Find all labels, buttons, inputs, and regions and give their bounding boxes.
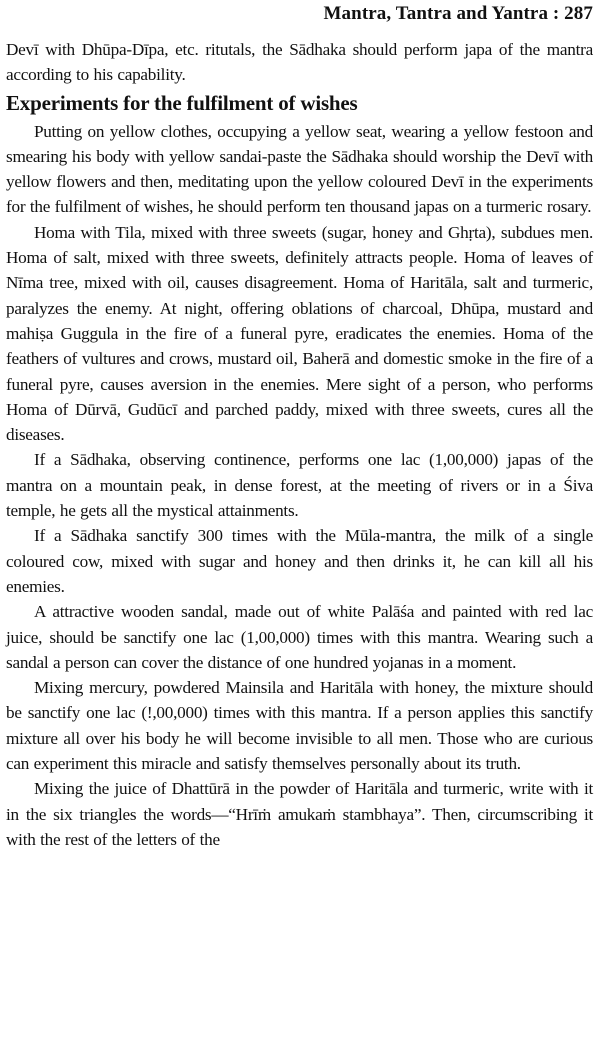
paragraph: Putting on yellow clothes, occupying a yellow seat, wearing a yellow festoon and smearing his body with yellow sandai-paste the Sādhaka should worship the Devī with yellow flowers and then, meditating upon the yellow coloured Devī in the experiments for the fulfilment of wishes, he should perform ten thousand japas on a turmeric rosary. <box>6 121 593 217</box>
running-head: Mantra, Tantra and Yantra : 287 <box>323 3 593 24</box>
paragraph: A attractive wooden sandal, made out of white Palāśa and painted with red lac juice, should be sanctify one lac (1,00,000) times with this mantra. Wearing such a sandal a person can cover the distance of one hundred yojanas in a moment. <box>6 602 593 672</box>
paragraph: If a Sādhaka, observing continence, performs one lac (1,00,000) japas of the mantra on a mountain peak, in dense forest, at the meeting of rivers or in a Śiva temple, he gets all the mystical attainments. <box>6 450 593 521</box>
paragraph: Mixing the juice of Dhattūrā in the powder of Haritāla and turmeric, write with it in the six triangles the words—“Hrīṁ amukaṁ stambhaya”. Then, circumscribing it with the rest of the letters of the <box>6 779 593 849</box>
paragraph: If a Sādhaka sanctify 300 times with the Mūla-mantra, the milk of a single coloured cow, mixed with sugar and honey and then drinks it, he can kill all his enemies. <box>6 526 593 596</box>
section-heading: Experiments for the fulfilment of wishes <box>6 90 358 115</box>
paragraph: Mixing mercury, powdered Mainsila and Haritāla with honey, the mixture should be sanctify one lac (!,00,000) times with this mantra. If a person applies this sanctify mixture all over his body he will become invisible to all men. Those who are curious can experiment this miracle and satisfy themselves personally about its truth. <box>6 678 593 774</box>
paragraph-continuation: Devī with Dhūpa-Dīpa, etc. ritutals, the Sādhaka should perform japa of the mantra according to his capability. <box>6 40 593 85</box>
paragraph: Homa with Tila, mixed with three sweets (sugar, honey and Ghṛta), subdues men. Homa of salt, mixed with three sweets, definitely attracts people. Homa of leaves of Nīma tree, mixed with oil, causes disagreement. Homa of Haritāla, salt and turmeric, paralyzes the enemy. At night, offering oblations of charcoal, Dhūpa, mustard and mahiṣa Guggula in the fire of a funeral pyre, eradicates the enemies. Homa of the feathers of vultures and crows, mustard oil, Baherā and domestic smoke in the fire of a funeral pyre, causes aversion in the enemies. Mere sight of a person, who performs Homa of Dūrvā, Gudūcī and parched paddy, mixed with three sweets, cures all the diseases. <box>6 222 593 445</box>
